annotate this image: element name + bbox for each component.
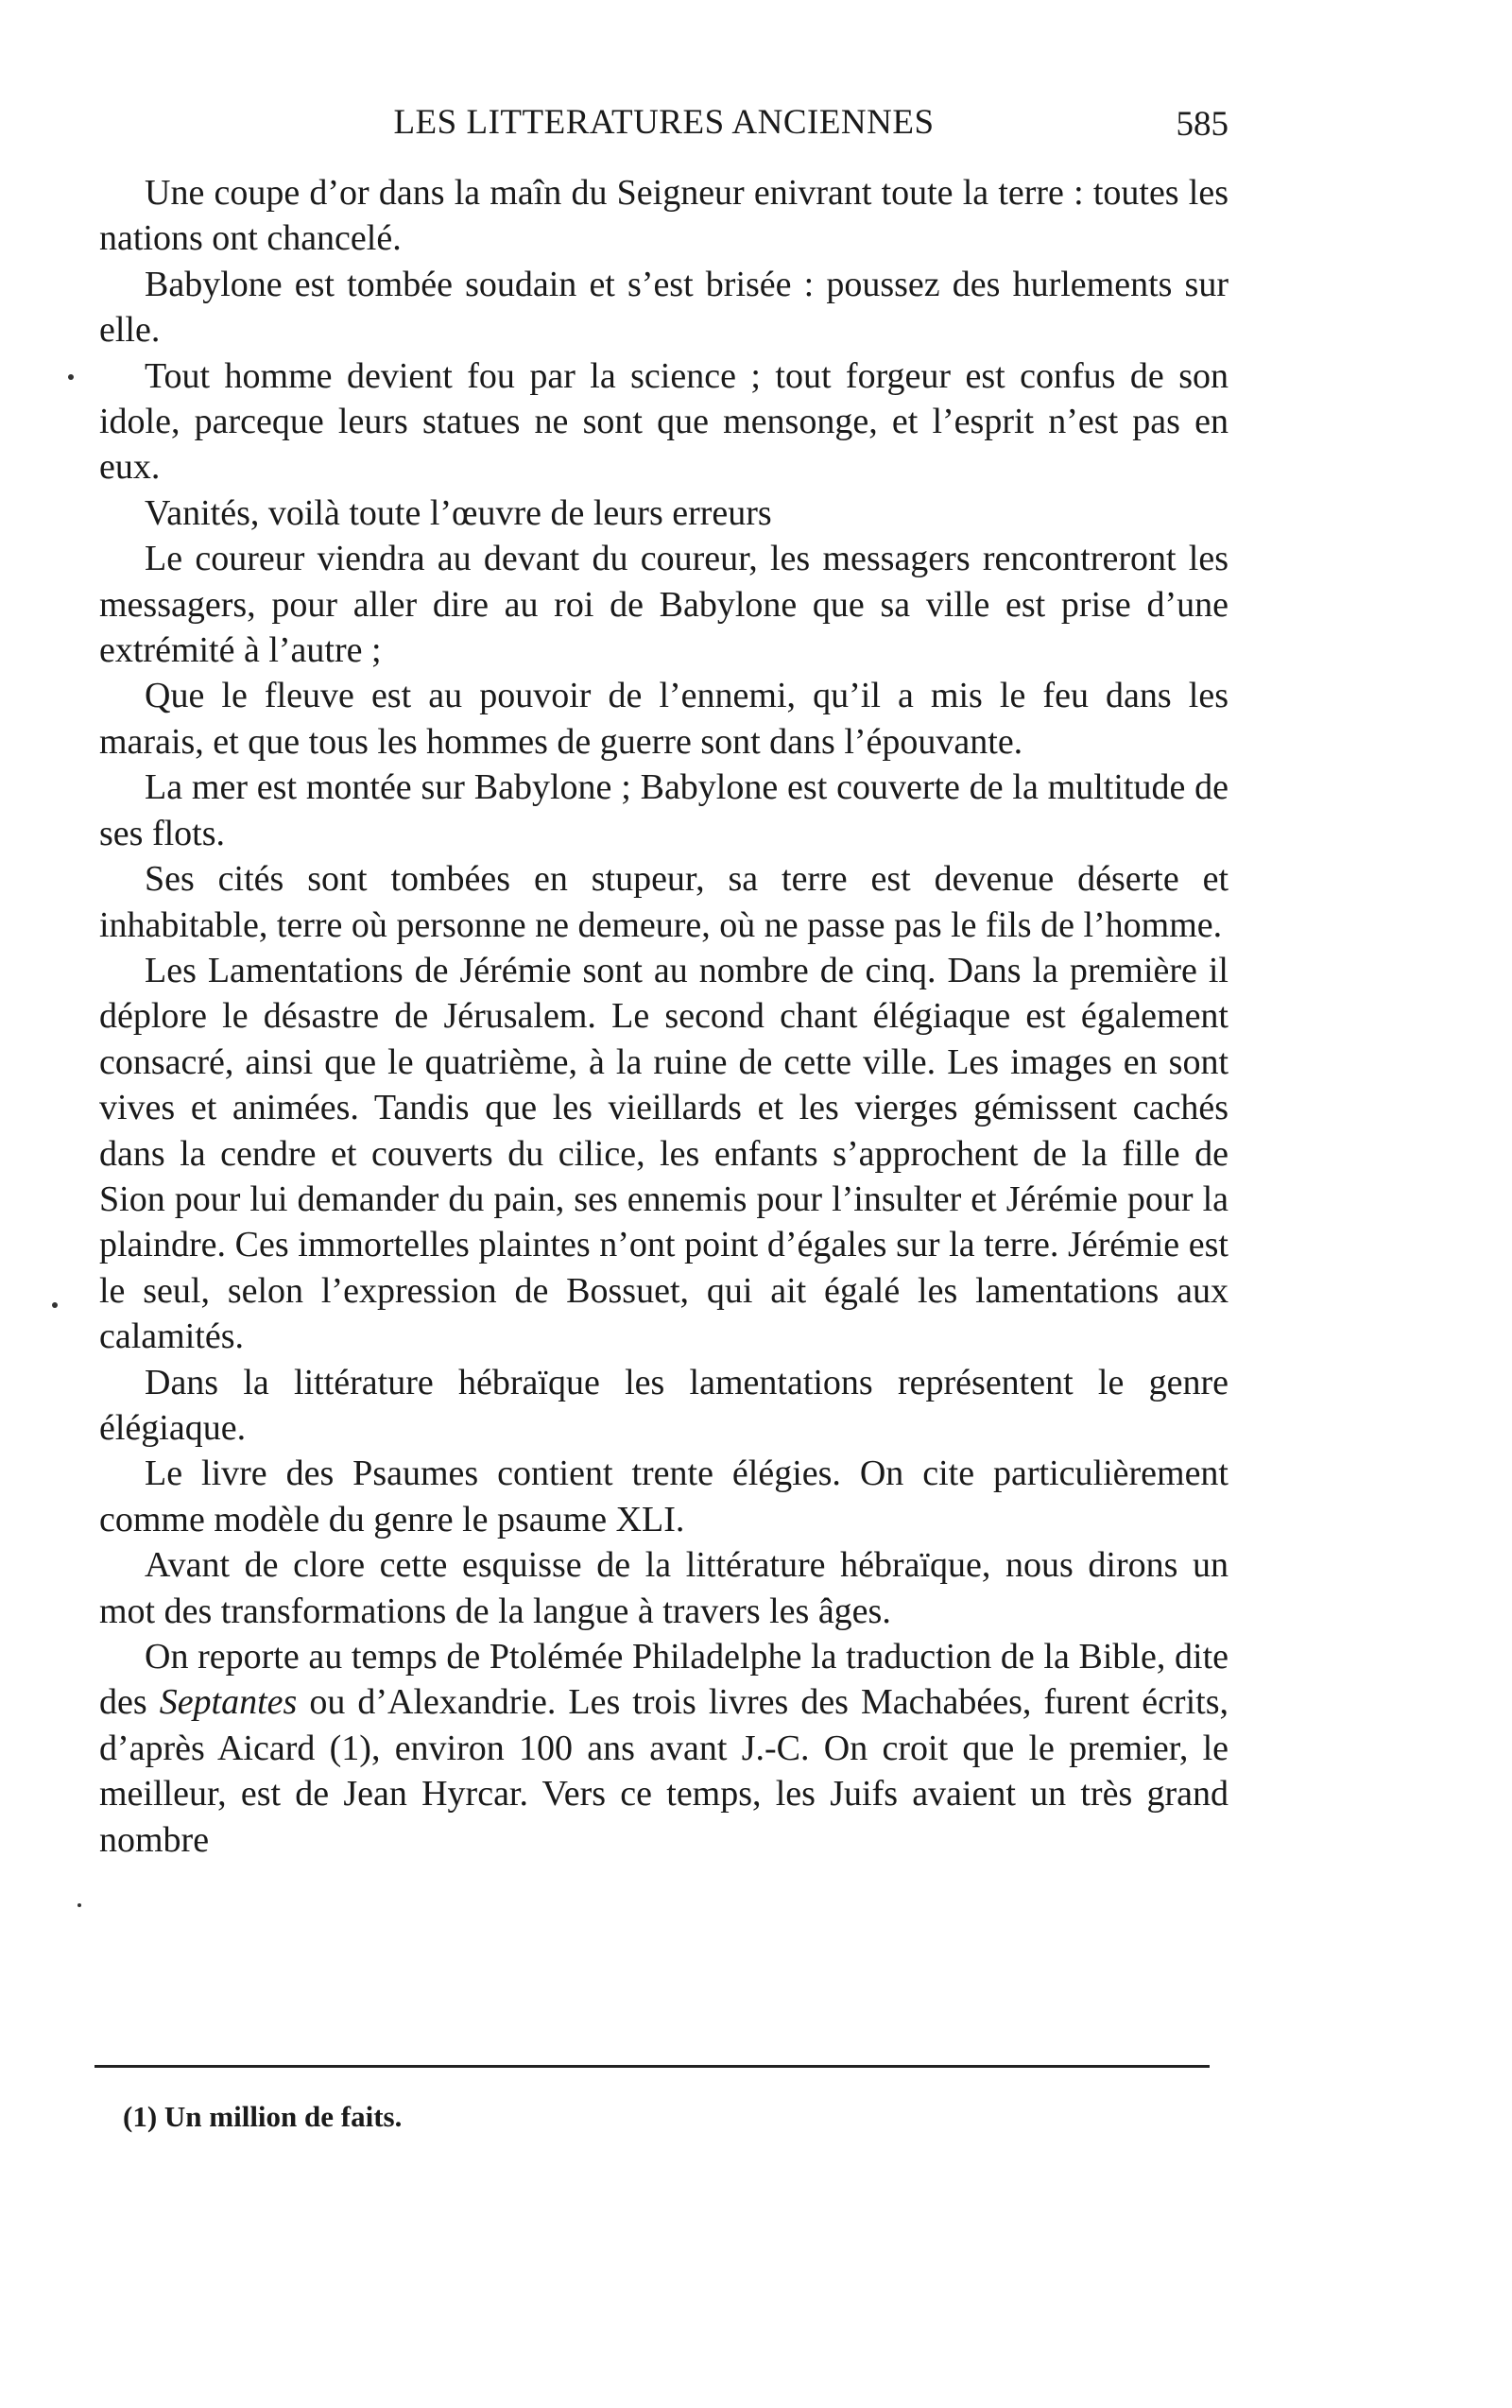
ink-speck (68, 374, 74, 380)
running-head (99, 102, 1228, 149)
paragraph: Tout homme devient fou par la science ; tout forgeur est confus de son idole, parceque leurs statues ne sont que mensonge, et l’esprit n’est pas en eux. (99, 355, 1228, 488)
paragraph: Avant de clore cette esquisse de la littérature hébraïque, nous dirons un mot des transformations de la langue à travers les âges. (99, 1545, 1228, 1631)
paragraph-text: ou d’Alexandrie. Les trois livres des Machabées, furent écrits, d’après Aicard (1), environ 100 ans avant J.-C. On croit que le premier, le meilleur, est de Jean Hyrcar. Vers ce temps, les Juifs avaient un très grand nombre (99, 1682, 1228, 1860)
paragraph: Une coupe d’or dans la maîn du Seigneur enivrant toute la terre : toutes les nations ont chancelé. (99, 173, 1228, 259)
body-text (99, 170, 1228, 1863)
footnote-rule (94, 2065, 1210, 2068)
page-number: 585 (1176, 105, 1228, 144)
paragraph: Vanités, voilà toute l’œuvre de leurs erreurs (145, 492, 772, 533)
running-title: LES LITTERATURES ANCIENNES (393, 103, 935, 142)
footnote: (1) Un million de faits. (123, 2100, 403, 2133)
paragraph: Babylone est tombée soudain et s’est brisée : poussez des hurlements sur elle. (99, 264, 1228, 351)
paragraph: Ses cités sont tombées en stupeur, sa terre est devenue déserte et inhabitable, terre où personne ne demeure, où ne passe pas le fils de l’homme. (99, 859, 1228, 945)
paragraph: Le livre des Psaumes contient trente élégies. On cite particulièrement comme modèle du genre le psaume XLI. (99, 1453, 1228, 1539)
italic-term: Septantes (159, 1682, 298, 1723)
paragraph: Les Lamentations de Jérémie sont au nombre de cinq. Dans la première il déplore le désastre de Jérusalem. Le second chant élégiaque est également consacré, ainsi que le quatrième, à la ruine de cette ville. Les images en sont vives et animées. Tandis que les vieillards et les vierges gémissent cachés dans la cendre et couverts du cilice, les enfants s’approchent de la fille de Sion pour lui demander du pain, ses ennemis pour l’insulter et Jérémie pour la plaindre. Ces immortelles plaintes n’ont point d’égales sur la terre. Jérémie est le seul, selon l’expression de Bossuet, qui ait égalé les lamentations aux calamités. (99, 950, 1228, 1357)
paragraph: La mer est montée sur Babylone ; Babylone est couverte de la multitude de ses flots. (99, 767, 1228, 853)
paragraph: Que le fleuve est au pouvoir de l’ennemi, qu’il a mis le feu dans les marais, et que tous les hommes de guerre sont dans l’épouvante. (99, 676, 1228, 762)
ink-speck (52, 1302, 58, 1308)
paragraph: Dans la littérature hébraïque les lamentations représentent le genre élégiaque. (99, 1362, 1228, 1448)
paragraph: Le coureur viendra au devant du coureur, les messagers rencontreront les messagers, pour aller dire au roi de Babylone que sa ville est prise d’une extrémité à l’autre ; (99, 539, 1228, 671)
ink-speck (77, 1903, 81, 1907)
paragraph-last (99, 1634, 1228, 1863)
paragraph-text: On reporte au temps de Ptolémée Philadelphe la traduction de la Bible, dite des (99, 1637, 1228, 1723)
